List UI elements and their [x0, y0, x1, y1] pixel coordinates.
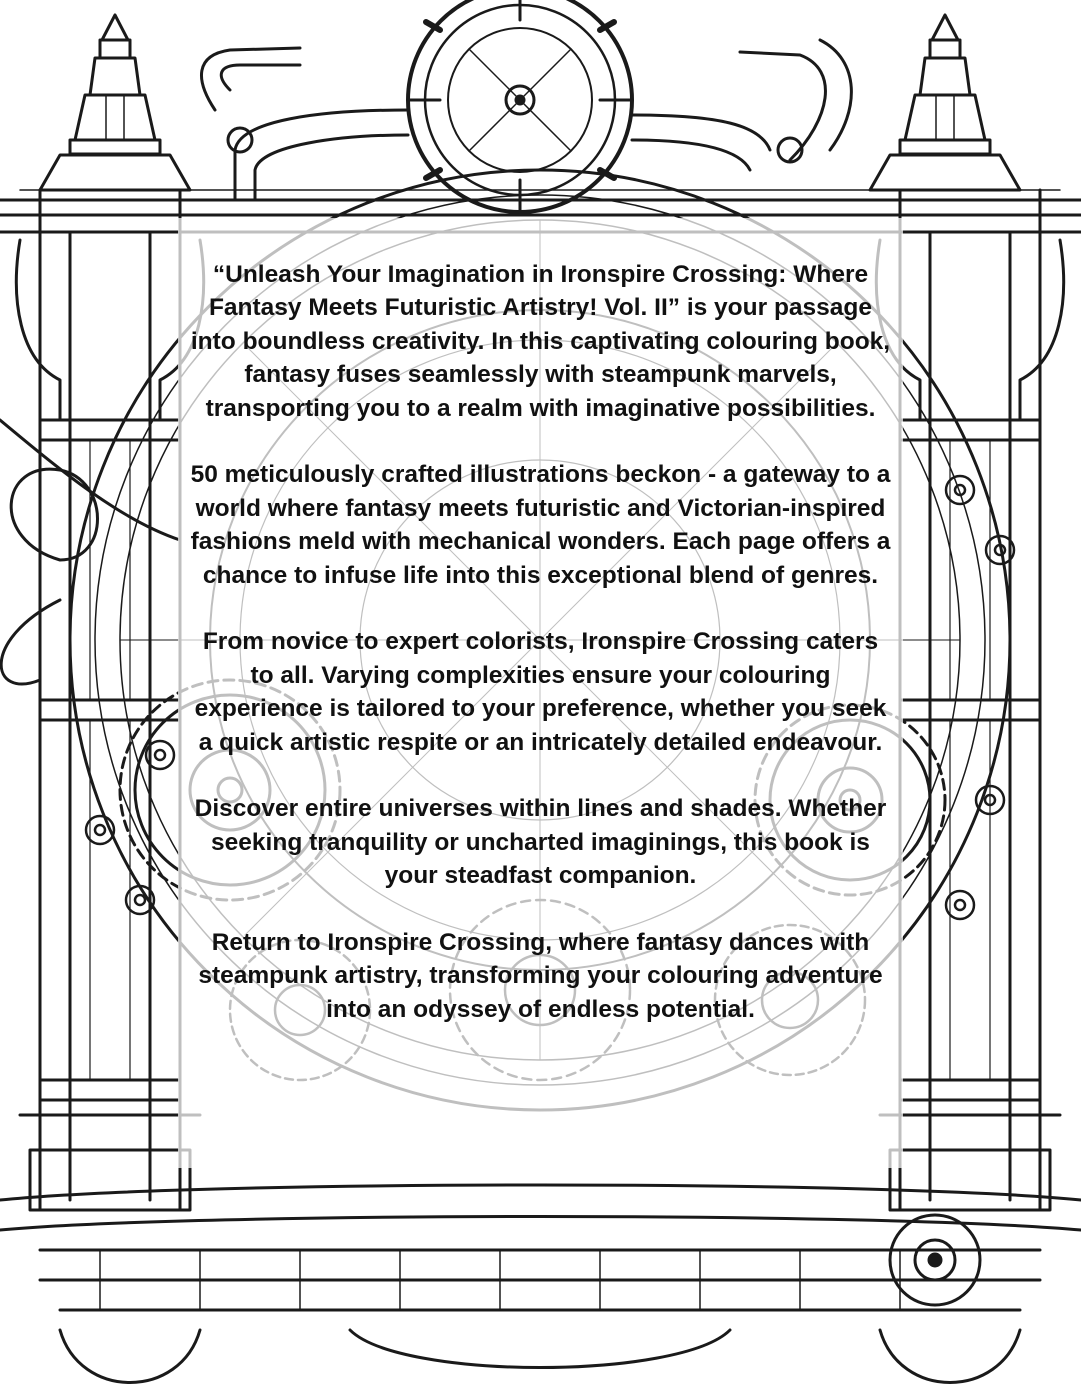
paragraph-discover: Discover entire universes within lines and shades. Whether seeking tranquility or uncharted imaginings, this book is your steadfast companion.: [194, 795, 887, 890]
description-text-block: [188, 258, 893, 1026]
paragraph-illustrations: 50 meticulously crafted illustrations beckon - a gateway to a world where fantasy meets futuristic and Victorian-inspired fashions meld with mechanical wonders. Each page offers a chance to infuse life into this exceptional blend of genres.: [190, 461, 891, 589]
pipe-icon: [201, 40, 851, 200]
spire-icon: [870, 15, 1020, 190]
clock-dial-icon: [408, 0, 632, 212]
paragraph-intro: “Unleash Your Imagination in Ironspire Crossing: Where Fantasy Meets Futuristic Artistry! Vol. II” is your passage into boundless creativity. In this captivating colouring book, fantasy fuses seamlessly with steampunk marvels, transporting you to a realm with imaginative possibilities.: [190, 261, 891, 422]
paragraph-audience: From novice to expert colorists, Ironspire Crossing caters to all. Varying complexities ensure your colouring experience is tailored to your preference, whether you seek a quick artistic respite or an intricately detailed endeavour.: [194, 628, 887, 756]
spire-icon: [40, 15, 190, 190]
paragraph-closing: Return to Ironspire Crossing, where fantasy dances with steampunk artistry, transforming your colouring adventure into an odyssey of endless potential.: [198, 929, 883, 1023]
wheel-icon: [890, 1215, 980, 1305]
base-rail: [0, 1185, 1081, 1383]
